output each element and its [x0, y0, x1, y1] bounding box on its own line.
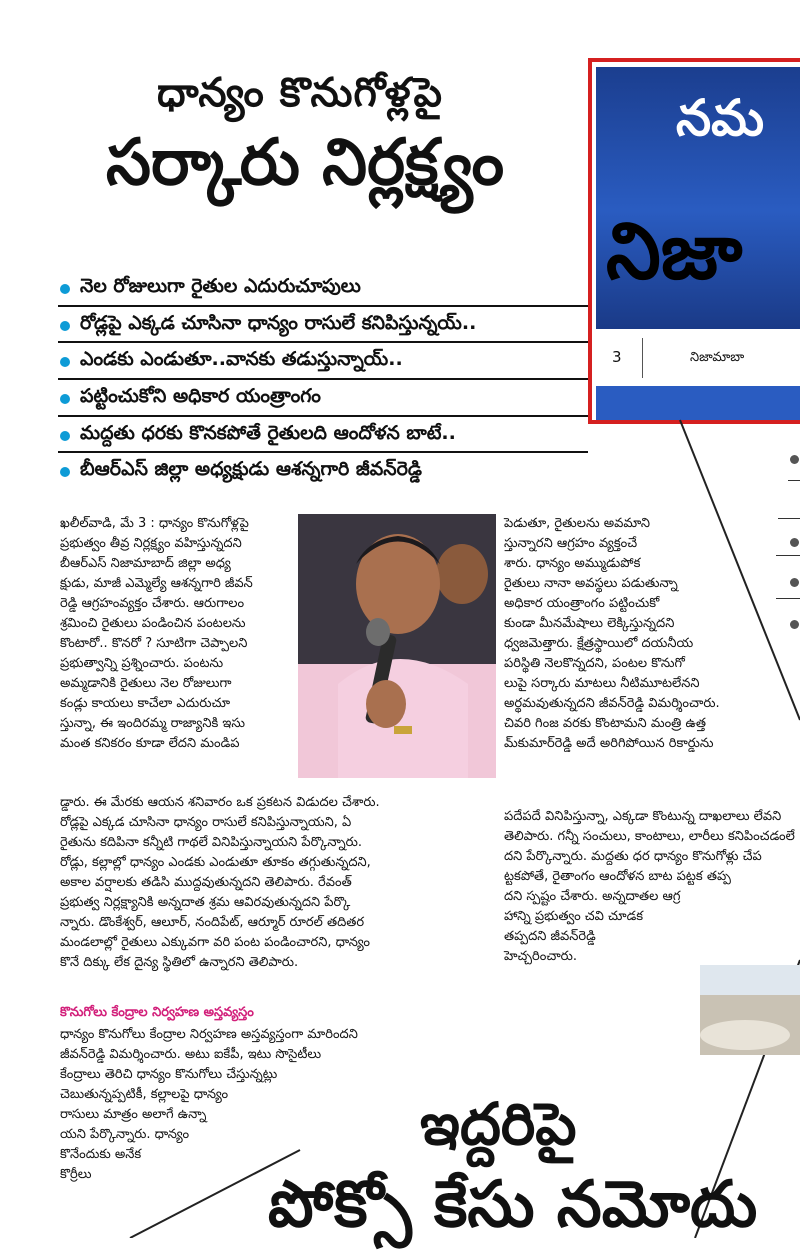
body-line: ఖలీల్‌వాడి, మే 3 : ధాన్యం కొనుగోళ్లపై — [60, 516, 249, 531]
body-line: కేంద్రాలు తెరిచి ధాన్యం కొనుగోలు చేస్తున్నట్లు — [60, 1067, 278, 1083]
body-line: కండ్లు కాయలు కాచేలా ఎదురుచూ — [60, 696, 231, 712]
body-line: మ్‌కుమార్‌రెడ్డి అదే అరిగిపోయిన రికార్డును — [504, 736, 714, 752]
next-story-kicker: ఇద్దరిపై — [420, 1090, 577, 1158]
body-line: కొంటారో.. కొనరో ? సూటిగా చెప్పాలని — [60, 636, 248, 652]
body-line: పరిస్థితి నెలకొన్నదని, పంటల కొనుగో — [504, 656, 685, 672]
body-line: అమ్మడానికి రైతులు నెల రోజులుగా — [60, 676, 232, 692]
body-line: జీవన్‌రెడ్డి విమర్శించారు. అటు ఐకేపీ, ఇటు సొసైటీలు — [60, 1047, 322, 1063]
body-line: మంత కనికరం కూడా లేదని మండిప — [60, 736, 240, 752]
highlight-item: పట్టించుకోని అధికార యంత్రాంగం — [58, 380, 588, 417]
highlight-item: బీఆర్ఎస్ జిల్లా అధ్యక్షుడు ఆశన్నగారి జీవన్‌రెడ్డి — [58, 453, 588, 488]
body-line: రైతును కదిపినా కన్నీటి గాథలే వినిపిస్తున్నాయని పేర్కొన్నారు. — [60, 835, 362, 851]
body-line: అర్థమవుతున్నదని జీవన్‌రెడ్డి విమర్శించారు. — [504, 696, 720, 712]
body-line: లుపై సర్కారు మాటలు నీటిమూటలేనని — [504, 676, 700, 692]
body-line: రోడ్లపై ఎక్కడ చూసినా ధాన్యం రాసులే కనిపిస్తున్నాయని, ఏ — [60, 815, 352, 831]
body-line: చివరి గింజ వరకు కొంటామని మంత్రి ఉత్త — [504, 716, 706, 732]
body-line: చెబుతున్నప్పటికీ, కల్లాలపై ధాన్యం — [60, 1087, 229, 1103]
body-line: బీఆర్ఎస్ నిజామాబాద్ జిల్లా అధ్య — [60, 556, 231, 572]
body-line: పదేపదే వినిపిస్తున్నా, ఎక్కడా కొంటున్న దాఖలాలు లేవని — [504, 809, 782, 824]
body-line: స్తున్నారని ఆగ్రహం వ్యక్తంచే — [504, 536, 638, 552]
body-line: రాసులు మాత్రం అలాగే ఉన్నా — [60, 1107, 207, 1123]
masthead-word-main: నిజా — [606, 207, 743, 297]
body-line: ధ్వజమెత్తారు. క్షేత్రస్థాయిలో దయనీయ — [504, 636, 694, 652]
article-kicker: ధాన్యం కొనుగోళ్లపై — [157, 70, 443, 116]
body-line: ట్టకపోతే, రైతాంగం ఆందోళన బాట పట్టక తప్ప — [504, 869, 731, 885]
body-line: కుండా మీనమేషాలు లెక్కిస్తున్నదని — [504, 616, 675, 632]
body-line: ప్రభుత్వం తీవ్ర నిర్లక్ష్యం వహిస్తున్నదని — [60, 536, 242, 552]
body-line: తెలిపారు. గన్నీ సంచులు, కాంటాలు, లారీలు కనిపించడంలే — [504, 829, 795, 845]
body-line: దని పేర్కొన్నారు. మద్దతు ధర ధాన్యం కొనుగోళ్లు చేప — [504, 849, 762, 865]
body-line: కొర్రీలు — [60, 1167, 92, 1183]
article-headline: సర్కారు నిర్లక్ష్యం — [105, 126, 505, 200]
body-line: హెచ్చరించారు. — [504, 949, 577, 965]
body-line: పెడుతూ, రైతులను అవమాని — [504, 516, 651, 531]
body-line: శ్రమించి రైతులు పండించిన పంటలను — [60, 616, 246, 632]
body-line: న్నారు. డొంకేశ్వర్, ఆలూర్, నందిపేట్, ఆర్మూర్ రూరల్ తదితర — [60, 915, 365, 931]
body-line: శారు. ధాన్యం అమ్ముడుపోక — [504, 556, 641, 572]
body-line: కొనేందుకు అనేక — [60, 1147, 142, 1163]
body-line: అకాల వర్షాలకు తడిసి ముద్దవుతున్నదని తెలిపారు. రేవంత్ — [60, 875, 352, 891]
body-line: హాన్ని ప్రభుత్వం చవి చూడక — [504, 909, 644, 925]
body-line: అధికార యంత్రాంగం పట్టించుకో — [504, 596, 660, 612]
body-line: రైతులు నానా అవస్థలు పడుతున్నా — [504, 576, 678, 592]
highlight-item: రోడ్లపై ఎక్కడ చూసినా ధాన్యం రాసులే కనిపిస్తున్నయ్.. — [58, 307, 588, 344]
body-line: ప్రభుత్వాన్ని ప్రశ్నించారు. పంటను — [60, 656, 224, 672]
highlight-item: ఎండకు ఎండుతూ..వానకు తడుస్తున్నాయ్.. — [58, 343, 588, 380]
body-line: ధాన్యం కొనుగోలు కేంద్రాల నిర్వహణ అస్తవ్యస్తంగా మారిందని — [60, 1027, 358, 1042]
body-line: తప్పదని జీవన్‌రెడ్డి — [504, 929, 596, 945]
highlight-item: మద్దతు ధరకు కొనకపోతే రైతులది ఆందోళన బాటే.. — [58, 417, 588, 454]
body-line: డ్డారు. ఈ మేరకు ఆయన శనివారం ఒక ప్రకటన విడుదల చేశారు. — [60, 795, 380, 810]
body-line: స్తున్నా, ఈ ఇందిరమ్మ రాజ్యానికి ఇసు — [60, 716, 245, 732]
body-line: కొనే దిక్కు లేక దైన్య స్థితిలో ఉన్నారని తెలిపారు. — [60, 955, 299, 971]
body-line: క్షుడు, మాజీ ఎమ్మెల్యే ఆశన్నగారి జీవన్ — [60, 576, 253, 592]
edition-place: నిజామాబా — [690, 350, 745, 365]
body-line: దని స్పష్టం చేశారు. అన్నదాతల ఆగ్ర — [504, 889, 681, 905]
section-subheading: కొనుగోలు కేంద్రాల నిర్వహణ అస్తవ్యస్తం — [60, 1005, 254, 1020]
page-number: 3 — [612, 348, 622, 366]
next-story-headline: పోక్సో కేసు నమోదు — [268, 1168, 758, 1242]
body-line: యని పేర్కొన్నారు. ధాన్యం — [60, 1127, 190, 1143]
body-line: రెడ్డి ఆగ్రహంవ్యక్తం చేశారు. ఆరుగాలం — [60, 596, 245, 612]
body-line: మండలాల్లో రైతులు ఎక్కువగా వరి పంట పండించారని, ధాన్యం — [60, 935, 370, 951]
body-line: ప్రభుత్వ నిర్లక్ష్యానికి అన్నదాత శ్రమ ఆవిరవుతున్నదని పేర్కొ — [60, 895, 351, 911]
masthead-word-top: నమ — [676, 89, 764, 147]
body-line: రోడ్లు, కల్లాల్లో ధాన్యం ఎండకు ఎండుతూ తూకం తగ్గుతున్నదని, — [60, 855, 371, 871]
highlight-item: నెల రోజులుగా రైతుల ఎదురుచూపులు — [58, 270, 588, 307]
